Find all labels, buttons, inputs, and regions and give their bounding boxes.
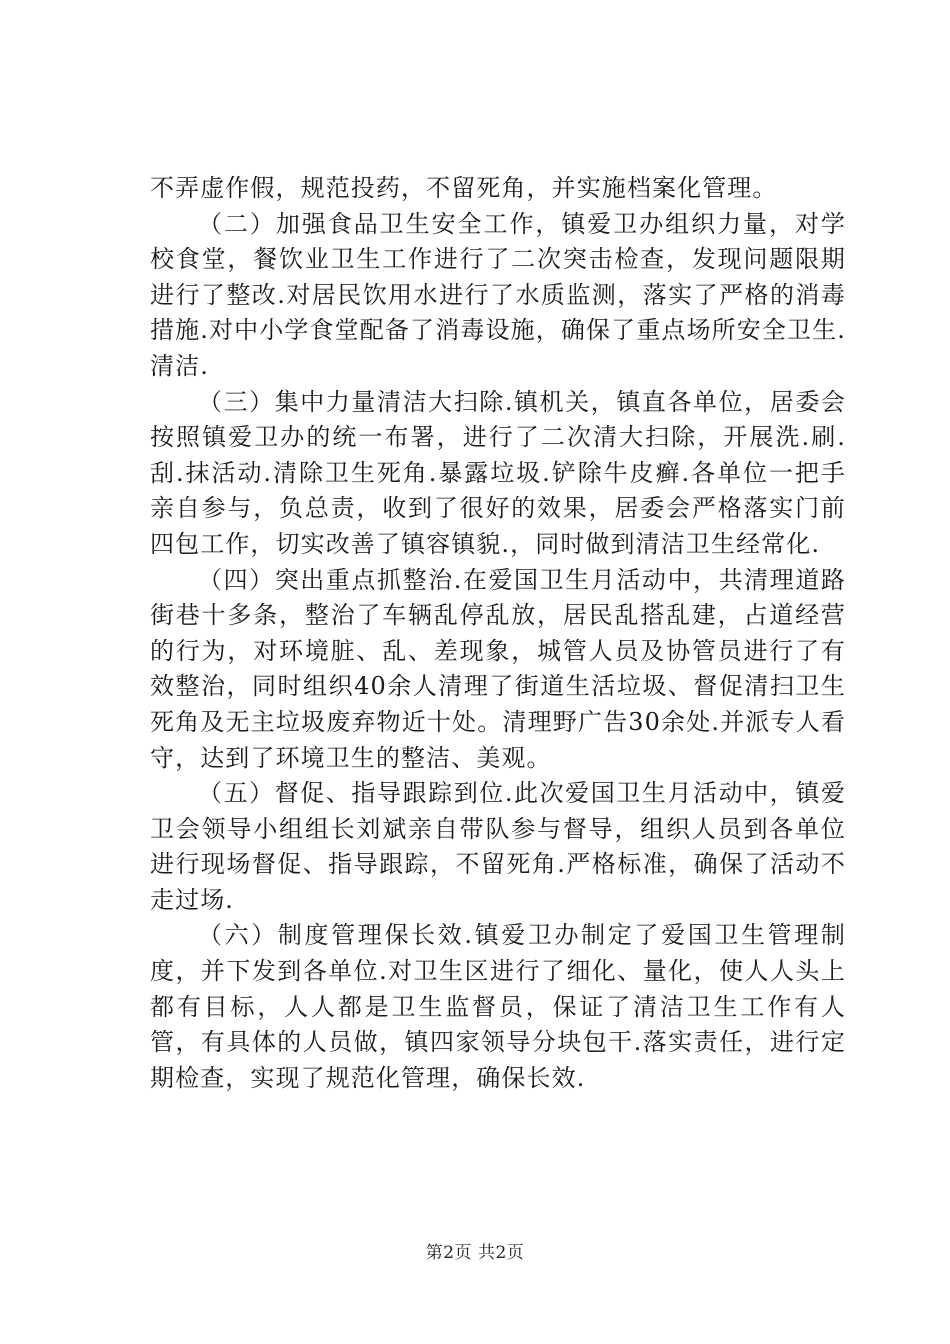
- paragraph-cleanup: （三）集中力量清洁大扫除.镇机关，镇直各单位，居委会按照镇爱卫办的统一布署，进行了二次清大扫除，开展洗.刷.刮.抹活动.清除卫生死角.暴露垃圾.铲除牛皮癣.各单位一把手亲自参与，负总责，收到了很好的效果，居委会严格落实门前四包工作，切实改善了镇容镇貌.，同时做到清洁卫生经常化.: [150, 387, 846, 558]
- paragraph-management: （六）制度管理保长效.镇爱卫办制定了爱国卫生管理制度，并下发到各单位.对卫生区进行了细化、量化，使人人头上都有目标，人人都是卫生监督员，保证了清洁卫生工作有人管，有具体的人员做，镇四家领导分块包干.落实责任，进行定期检查，实现了规范化管理，确保长效.: [150, 921, 846, 1092]
- paragraph-continuation: 不弄虚作假，规范投药，不留死角，并实施档案化管理。: [150, 174, 778, 202]
- paragraph-food-safety: （二）加强食品卫生安全工作，镇爱卫办组织力量，对学校食堂，餐饮业卫生工作进行了二次突击检查，发现问题限期进行了整改.对居民饮用水进行了水质监测，落实了严格的消毒措施.对中小学食堂配备了消毒设施，确保了重点场所安全卫生.清洁.: [150, 209, 846, 380]
- document-body: [150, 171, 846, 1096]
- page-number-footer: 第2页 共2页: [425, 1243, 525, 1263]
- paragraph-supervision: （五）督促、指导跟踪到位.此次爱国卫生月活动中，镇爱卫会领导小组组长刘斌亲自带队参与督导，组织人员到各单位进行现场督促、指导跟踪，不留死角.严格标准，确保了活动不走过场.: [150, 779, 846, 914]
- paragraph-rectification: （四）突出重点抓整治.在爱国卫生月活动中，共清理道路街巷十多条，整治了车辆乱停乱放，居民乱搭乱建，占道经营的行为，对环境脏、乱、差现象，城管人员及协管员进行了有效整治，同时组织40余人清理了街道生活垃圾、督促清扫卫生死角及无主垃圾废弃物近十处。清理野广告30余处.并派专人看守，达到了环境卫生的整洁、美观。: [150, 565, 846, 772]
